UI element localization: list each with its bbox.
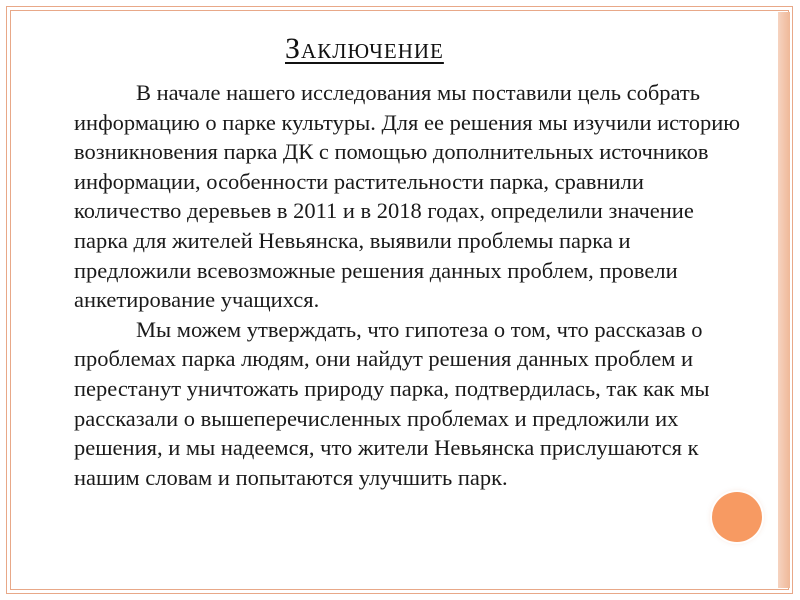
slide-title: Заключение (285, 32, 444, 65)
slide-body (74, 78, 748, 492)
decorative-circle (712, 492, 762, 542)
paragraph-2: Мы можем утверждать, что гипотеза о том, что рассказав о проблемах парка людям, они найдут решения данных проблем и перестанут уничтожать природу парка, подтвердилась, так как мы рассказали о вышеперечисленных проблемах и предложили их решения, и мы надеемся, что жители Невьянска прислушаются к нашим словам и попытаются улучшить парк. (74, 316, 710, 490)
right-accent-band (778, 12, 790, 588)
paragraph-1: В начале нашего исследования мы поставили цель собрать информацию о парке культуры. Для ее решения мы изучили историю возникновения парка ДК с помощью дополнительных источников информации, особенности растительности парка, сравнили количество деревьев в 2011 и в 2018 годах, определили значение парка для жителей Невьянска, выявили проблемы парка и предложили всевозможные решения данных проблем, провели анкетирование учащихся. (74, 80, 741, 313)
